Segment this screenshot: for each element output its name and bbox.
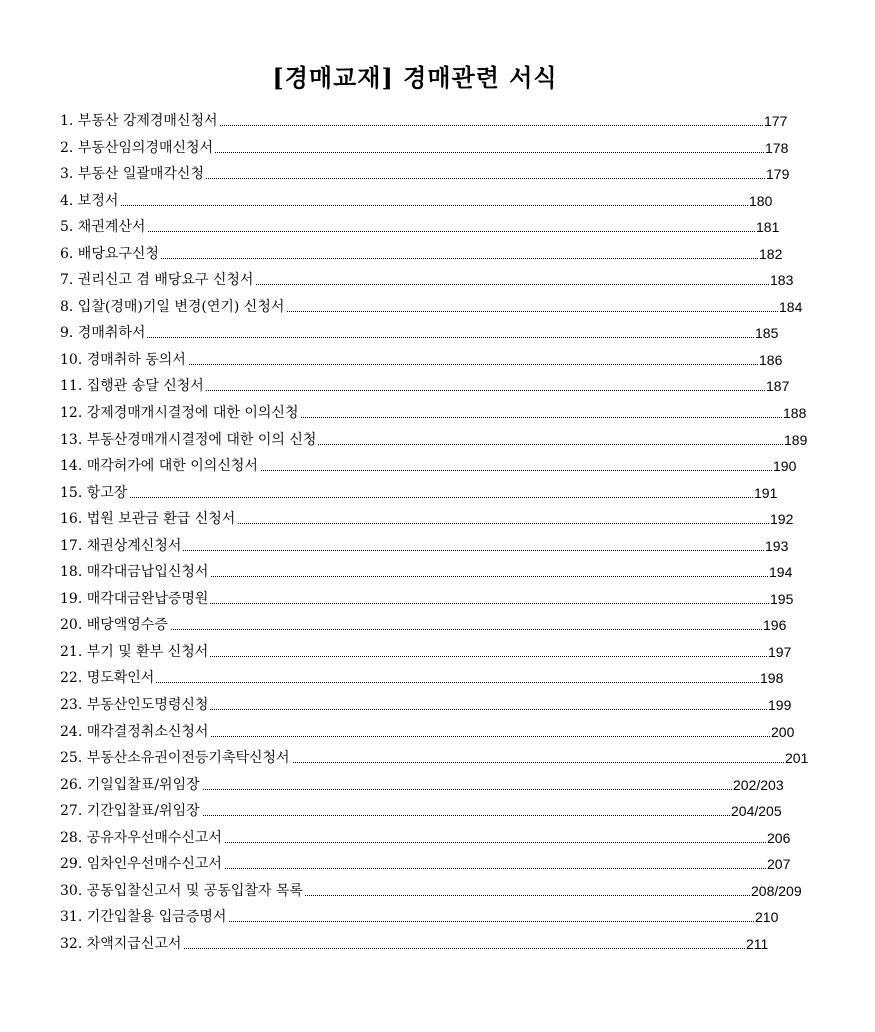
toc-entry-label: 27. 기간입찰표/위임장 <box>60 798 202 825</box>
toc-entry-label: 5. 채권계산서 <box>60 214 147 241</box>
toc-entry-label: 13. 부동산경매개시결정에 대한 이의 신청 <box>60 427 318 454</box>
toc-entry-label: 1. 부동산 강제경매신청서 <box>60 108 220 135</box>
toc-entry <box>60 825 820 852</box>
page-title: [경매교재] 경매관련 서식 <box>272 63 558 92</box>
toc-entry-label: 20. 배당액영수증 <box>60 612 170 639</box>
toc-entry <box>60 427 820 454</box>
toc-entry-page-number: 192 <box>769 506 793 533</box>
toc-entry-label: 19. 매각대금완납증명원 <box>60 586 210 613</box>
toc-entry <box>60 798 820 825</box>
toc-entry-page-number: 180 <box>748 188 772 215</box>
toc-entry <box>60 188 820 215</box>
toc-entry <box>60 745 820 772</box>
toc-entry-label: 31. 기간입찰용 입금증명서 <box>60 904 228 931</box>
toc-entry <box>60 878 820 905</box>
toc-entry-page-number: 183 <box>769 267 793 294</box>
toc-entry-page-number: 206 <box>766 825 790 852</box>
toc-entry <box>60 612 820 639</box>
toc-entry-page-number: 208/209 <box>750 878 802 905</box>
toc-entry <box>60 453 820 480</box>
toc-entry-page-number: 179 <box>765 161 789 188</box>
toc-entry-page-number: 211 <box>745 931 768 958</box>
toc-entry-page-number: 210 <box>754 904 778 931</box>
toc-entry-page-number: 189 <box>783 427 807 454</box>
toc-entry-page-number: 195 <box>769 586 793 613</box>
toc-entry-page-number: 202/203 <box>732 772 784 799</box>
toc-entry-label: 11. 집행관 송달 신청서 <box>60 373 206 400</box>
toc-entry <box>60 931 820 958</box>
toc-entry <box>60 135 820 162</box>
toc-entry-page-number: 185 <box>754 320 778 347</box>
toc-entry-label: 22. 명도확인서 <box>60 665 156 692</box>
toc-entry <box>60 719 820 746</box>
toc-entry <box>60 665 820 692</box>
toc-entry-label: 7. 권리신고 겸 배당요구 신청서 <box>60 267 255 294</box>
toc-entry-label: 32. 차액지급신고서 <box>60 931 183 958</box>
toc-entry-label: 10. 경매취하 동의서 <box>60 347 188 374</box>
toc-entry <box>60 347 820 374</box>
toc-entry-page-number: 184 <box>778 294 802 321</box>
toc-entry <box>60 241 820 268</box>
toc-entry-page-number: 177 <box>763 108 787 135</box>
toc-entry <box>60 851 820 878</box>
toc-entry-page-number: 196 <box>762 612 786 639</box>
toc-entry-label: 29. 임차인우선매수신고서 <box>60 851 224 878</box>
toc-entry-page-number: 207 <box>766 851 790 878</box>
toc-entry-label: 2. 부동산임의경매신청서 <box>60 135 215 162</box>
toc-entry <box>60 586 820 613</box>
toc-entry-label: 25. 부동산소유권이전등기촉탁신청서 <box>60 745 292 772</box>
toc-entry <box>60 320 820 347</box>
toc-entry-page-number: 191 <box>753 480 777 507</box>
toc-dot-leader <box>60 258 758 259</box>
toc-entry-page-number: 198 <box>759 665 783 692</box>
toc-entry <box>60 400 820 427</box>
toc-entry <box>60 559 820 586</box>
toc-entry-page-number: 200 <box>770 719 794 746</box>
toc-entry <box>60 267 820 294</box>
toc-entry-label: 26. 기일입찰표/위임장 <box>60 772 202 799</box>
toc-entry-page-number: 188 <box>782 400 806 427</box>
toc-entry-label: 4. 보정서 <box>60 188 120 215</box>
toc-entry <box>60 533 820 560</box>
toc-dot-leader <box>60 497 753 498</box>
toc-entry <box>60 294 820 321</box>
toc-dot-leader <box>60 205 748 206</box>
toc-entry-page-number: 197 <box>767 639 791 666</box>
toc-entry <box>60 214 820 241</box>
toc-entry-page-number: 201 <box>784 745 808 772</box>
toc-dot-leader <box>60 337 754 338</box>
toc-entry-label: 15. 항고장 <box>60 480 129 507</box>
toc-dot-leader <box>60 682 759 683</box>
toc-entry-label: 14. 매각허가에 대한 이의신청서 <box>60 453 260 480</box>
toc-entry-page-number: 186 <box>758 347 782 374</box>
toc-entry-label: 17. 채권상계신청서 <box>60 533 183 560</box>
toc-entry-label: 18. 매각대금납입신청서 <box>60 559 210 586</box>
toc-entry-page-number: 182 <box>758 241 782 268</box>
toc-entry-page-number: 181 <box>755 214 779 241</box>
toc-entry <box>60 639 820 666</box>
toc-entry <box>60 373 820 400</box>
toc-entry-label: 6. 배당요구신청 <box>60 241 161 268</box>
toc-entry <box>60 506 820 533</box>
toc-entry <box>60 692 820 719</box>
toc-entry-page-number: 199 <box>767 692 791 719</box>
toc-entry-label: 16. 법원 보관금 환급 신청서 <box>60 506 237 533</box>
toc-entry-label: 9. 경매취하서 <box>60 320 147 347</box>
toc-entry-page-number: 178 <box>764 135 788 162</box>
toc-entry <box>60 772 820 799</box>
toc-entry <box>60 480 820 507</box>
toc-entry-label: 21. 부기 및 환부 신청서 <box>60 639 210 666</box>
toc-entry-page-number: 187 <box>765 373 789 400</box>
toc-entry-page-number: 193 <box>764 533 788 560</box>
toc-entry <box>60 108 820 135</box>
toc-entry-label: 30. 공동입찰신고서 및 공동입찰자 목록 <box>60 878 305 905</box>
toc-entry <box>60 161 820 188</box>
toc-entry-label: 8. 입찰(경매)기일 변경(연기) 신청서 <box>60 294 286 321</box>
toc-entry <box>60 904 820 931</box>
toc-entry-label: 23. 부동산인도명령신청 <box>60 692 210 719</box>
toc-entry-label: 24. 매각결정취소신청서 <box>60 719 210 746</box>
toc-entry-page-number: 194 <box>768 559 792 586</box>
toc-entry-page-number: 190 <box>772 453 796 480</box>
toc-entry-page-number: 204/205 <box>730 798 782 825</box>
table-of-contents <box>60 108 820 958</box>
toc-dot-leader <box>60 231 755 232</box>
toc-entry-label: 28. 공유자우선매수신고서 <box>60 825 224 852</box>
toc-entry-label: 12. 강제경매개시결정에 대한 이의신청 <box>60 400 300 427</box>
toc-entry-label: 3. 부동산 일괄매각신청 <box>60 161 206 188</box>
